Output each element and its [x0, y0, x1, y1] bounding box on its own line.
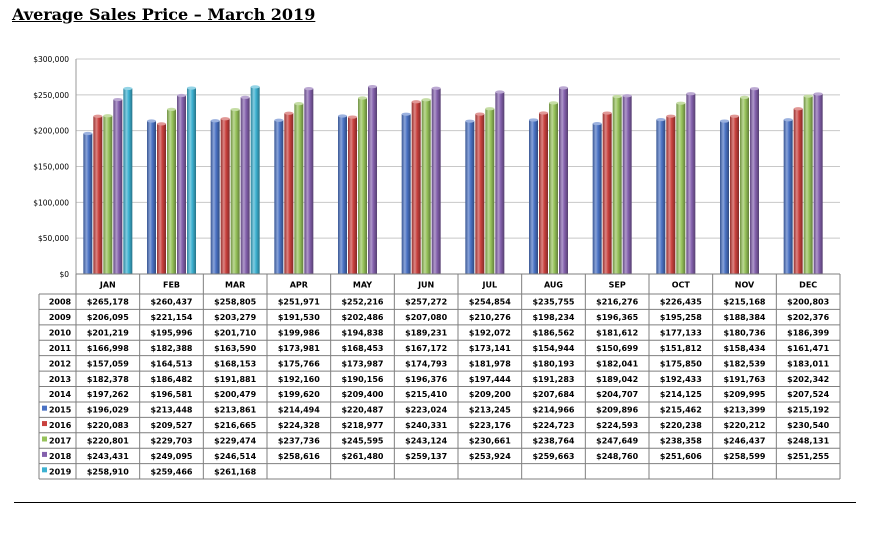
bar-2017-oct — [676, 103, 685, 274]
bar-2018-jan — [113, 100, 122, 274]
table-cell: $199,620 — [277, 390, 320, 400]
bar-2016-sep — [603, 113, 612, 274]
table-cell: $223,024 — [405, 405, 448, 415]
x-tick-label: FEB — [162, 280, 181, 290]
x-tick-label: APR — [289, 280, 308, 290]
bar-cap-2015-oct — [656, 118, 665, 121]
bar-cap-2015-feb — [147, 119, 156, 122]
table-cell: $258,599 — [723, 451, 766, 461]
table-cell: $168,453 — [341, 343, 384, 353]
table-cell: $215,192 — [787, 405, 830, 415]
bar-2018-sep — [623, 96, 632, 274]
row-year-label: 2009 — [48, 313, 72, 323]
table-cell: $221,154 — [150, 313, 193, 323]
table-cell: $215,168 — [723, 297, 766, 307]
table-cell: $213,861 — [214, 405, 257, 415]
table-cell: $186,482 — [150, 374, 193, 384]
x-tick-label: JAN — [99, 280, 116, 290]
bar-2015-jul — [465, 121, 474, 274]
y-tick-label: $100,000 — [33, 198, 69, 208]
table-cell: $230,540 — [787, 421, 830, 431]
bar-2018-jun — [432, 88, 441, 274]
x-tick-label: AUG — [543, 280, 564, 290]
table-cell: $175,850 — [659, 359, 702, 369]
row-year-label: 2015 — [49, 405, 72, 415]
bar-2017-jun — [422, 100, 431, 274]
bar-cap-2016-aug — [539, 111, 548, 114]
bar-2017-mar — [231, 110, 240, 274]
table-cell: $223,176 — [468, 421, 511, 431]
bar-2016-may — [348, 117, 357, 274]
y-tick-label: $0 — [59, 270, 69, 279]
bar-cap-2017-sep — [613, 95, 622, 98]
table-cell: $196,029 — [86, 405, 129, 415]
bar-cap-2018-jul — [495, 90, 504, 93]
bar-2015-sep — [593, 124, 602, 274]
table-cell: $220,212 — [723, 421, 766, 431]
bar-cap-2016-mar — [221, 117, 230, 120]
table-cell: $192,433 — [659, 374, 702, 384]
x-tick-label: MAR — [225, 280, 246, 290]
table-cell: $189,231 — [405, 328, 448, 338]
bar-2018-oct — [686, 94, 695, 274]
bar-2017-dec — [804, 96, 813, 274]
bar-cap-2015-mar — [211, 119, 220, 122]
table-cell: $207,524 — [787, 390, 830, 400]
table-cell: $248,131 — [787, 436, 830, 446]
table-cell: $203,279 — [214, 313, 257, 323]
table-cell: $182,388 — [150, 343, 193, 353]
bar-cap-2016-may — [348, 115, 357, 118]
bar-2018-mar — [241, 97, 250, 274]
row-year-label: 2017 — [49, 436, 72, 446]
table-cell: $224,593 — [596, 421, 639, 431]
table-cell: $200,803 — [787, 297, 830, 307]
bar-2017-nov — [740, 97, 749, 274]
bar-cap-2016-jun — [412, 100, 421, 103]
bar-cap-2016-oct — [666, 115, 675, 118]
x-tick-label: NOV — [734, 280, 755, 290]
bar-2016-aug — [539, 113, 548, 274]
table-cell: $154,944 — [532, 343, 575, 353]
row-year-label: 2016 — [49, 421, 72, 431]
bar-cap-2016-jan — [93, 115, 102, 118]
bar-cap-2017-jul — [485, 107, 494, 110]
table-cell: $243,431 — [86, 451, 129, 461]
table-cell: $259,137 — [405, 451, 448, 461]
bar-cap-2017-oct — [676, 102, 685, 105]
chart-title: Average Sales Price – March 2019 — [12, 5, 316, 24]
bar-cap-2018-feb — [177, 94, 186, 97]
bar-cap-2015-aug — [529, 118, 538, 121]
table-cell: $198,234 — [532, 313, 575, 323]
table-cell: $167,172 — [405, 343, 448, 353]
bar-cap-2017-jan — [103, 114, 112, 117]
table-cell: $210,276 — [468, 313, 511, 323]
table-cell: $168,153 — [214, 359, 257, 369]
x-tick-label: MAY — [352, 280, 373, 290]
table-cell: $192,160 — [277, 374, 320, 384]
bar-2017-jul — [485, 109, 494, 274]
table-cell: $209,896 — [596, 405, 639, 415]
bottom-rule — [14, 502, 856, 503]
table-cell: $246,514 — [214, 451, 257, 461]
bar-2017-feb — [167, 109, 176, 274]
bar-2018-dec — [814, 94, 823, 274]
bar-2018-feb — [177, 95, 186, 274]
table-cell: $214,125 — [659, 390, 702, 400]
table-cell: $258,910 — [86, 467, 129, 477]
bar-cap-2017-aug — [549, 101, 558, 104]
bar-2019-jan — [123, 88, 132, 274]
table-cell: $249,095 — [150, 451, 193, 461]
table-cell: $207,684 — [532, 390, 575, 400]
bar-2016-jan — [93, 116, 102, 274]
bar-cap-2016-apr — [284, 112, 293, 115]
table-cell: $182,378 — [86, 374, 129, 384]
table-cell: $216,665 — [214, 421, 257, 431]
table-cell: $220,238 — [659, 421, 702, 431]
table-cell: $174,793 — [405, 359, 448, 369]
bar-2019-feb — [187, 88, 196, 274]
table-cell: $201,710 — [214, 328, 257, 338]
table-cell: $164,513 — [150, 359, 193, 369]
x-tick-label: JUN — [418, 280, 435, 290]
y-tick-label: $300,000 — [33, 55, 69, 64]
row-year-label: 2019 — [49, 467, 72, 477]
table-cell: $243,124 — [405, 436, 448, 446]
table-cell: $161,471 — [787, 343, 830, 353]
x-tick-label: DEC — [799, 280, 818, 290]
bar-2015-mar — [211, 121, 220, 274]
table-cell: $182,539 — [723, 359, 766, 369]
table-cell: $215,410 — [405, 390, 448, 400]
table-cell: $229,474 — [214, 436, 257, 446]
table-cell: $157,059 — [86, 359, 129, 369]
table-cell: $215,462 — [659, 405, 702, 415]
table-cell: $251,255 — [787, 451, 830, 461]
table-cell: $261,480 — [341, 451, 384, 461]
bar-cap-2016-sep — [603, 111, 612, 114]
table-cell: $173,987 — [341, 359, 384, 369]
table-cell: $200,479 — [214, 390, 257, 400]
table-cell: $257,272 — [405, 297, 448, 307]
bar-cap-2018-mar — [241, 96, 250, 99]
bar-2016-jul — [475, 114, 484, 274]
table-cell: $196,376 — [405, 374, 448, 384]
table-cell: $213,448 — [150, 405, 193, 415]
bar-2015-jan — [83, 134, 92, 274]
table-cell: $246,437 — [723, 436, 766, 446]
table-cell: $265,178 — [86, 297, 129, 307]
bar-2016-jun — [412, 102, 421, 274]
bar-2017-apr — [294, 104, 303, 274]
bar-cap-2016-nov — [730, 115, 739, 118]
bar-cap-2018-may — [368, 85, 377, 88]
table-cell: $251,606 — [659, 451, 702, 461]
bar-2016-dec — [794, 109, 803, 274]
table-cell: $224,328 — [277, 421, 320, 431]
bar-cap-2015-may — [338, 114, 347, 117]
bar-2015-nov — [720, 121, 729, 274]
table-cell: $158,434 — [723, 343, 766, 353]
row-year-label: 2014 — [48, 390, 72, 400]
y-tick-label: $250,000 — [33, 90, 69, 100]
row-year-label: 2011 — [48, 343, 72, 353]
bar-cap-2016-jul — [475, 112, 484, 115]
bar-2015-aug — [529, 120, 538, 274]
table-cell: $218,977 — [341, 421, 384, 431]
table-cell: $226,435 — [659, 297, 702, 307]
table-cell: $151,812 — [659, 343, 702, 353]
table-cell: $209,200 — [468, 390, 511, 400]
bar-cap-2019-jan — [123, 87, 132, 90]
bar-2017-jan — [103, 116, 112, 274]
table-cell: $220,083 — [86, 421, 129, 431]
row-year-label: 2012 — [48, 359, 72, 369]
table-cell: $199,986 — [277, 328, 320, 338]
y-tick-label: $150,000 — [33, 162, 69, 172]
bar-cap-2015-jun — [402, 113, 411, 116]
table-cell: $259,466 — [150, 467, 193, 477]
bar-cap-2019-feb — [187, 86, 196, 89]
table-cell: $192,072 — [468, 328, 511, 338]
bar-cap-2017-mar — [231, 108, 240, 111]
table-cell: $197,262 — [86, 390, 129, 400]
table-cell: $191,283 — [532, 374, 575, 384]
bar-cap-2017-nov — [740, 96, 749, 99]
table-cell: $183,011 — [787, 359, 830, 369]
bar-2015-feb — [147, 121, 156, 274]
table-cell: $177,133 — [659, 328, 702, 338]
table-cell: $206,095 — [86, 313, 129, 323]
bar-cap-2018-jun — [432, 87, 441, 90]
bar-2015-dec — [784, 120, 793, 274]
bar-2016-feb — [157, 124, 166, 274]
legend-key-2016 — [42, 421, 47, 426]
table-cell: $189,042 — [596, 374, 639, 384]
bar-2017-may — [358, 98, 367, 274]
y-tick-label: $50,000 — [37, 234, 69, 244]
table-cell: $181,612 — [596, 328, 639, 338]
bar-2015-oct — [656, 120, 665, 274]
table-cell: $245,595 — [341, 436, 384, 446]
bar-2019-mar — [251, 87, 260, 274]
bar-cap-2017-may — [358, 96, 367, 99]
bar-cap-2018-aug — [559, 86, 568, 89]
table-cell: $175,766 — [277, 359, 320, 369]
table-cell: $229,703 — [150, 436, 193, 446]
bar-cap-2016-dec — [794, 107, 803, 110]
table-cell: $202,376 — [787, 313, 830, 323]
table-cell: $186,399 — [787, 328, 830, 338]
table-cell: $251,971 — [277, 297, 320, 307]
bar-2018-apr — [304, 89, 313, 274]
table-cell: $173,981 — [277, 343, 320, 353]
bar-cap-2015-jul — [465, 120, 474, 123]
legend-key-2019 — [42, 467, 47, 472]
table-cell: $197,444 — [468, 374, 511, 384]
bar-cap-2015-dec — [784, 118, 793, 121]
legend-key-2017 — [42, 436, 47, 441]
row-year-label: 2010 — [48, 328, 72, 338]
x-tick-label: OCT — [671, 280, 690, 290]
table-cell: $173,141 — [468, 343, 511, 353]
table-cell: $235,755 — [532, 297, 575, 307]
table-cell: $195,258 — [659, 313, 702, 323]
row-year-label: 2013 — [48, 374, 72, 384]
bar-2016-oct — [666, 116, 675, 274]
table-cell: $201,219 — [86, 328, 129, 338]
table-cell: $150,699 — [596, 343, 639, 353]
bar-cap-2018-dec — [814, 92, 823, 95]
bar-cap-2015-nov — [720, 119, 729, 122]
bar-cap-2015-jan — [83, 132, 92, 135]
table-cell: $207,080 — [405, 313, 448, 323]
table-cell: $180,193 — [532, 359, 575, 369]
bar-cap-2018-apr — [304, 87, 313, 90]
table-cell: $238,358 — [659, 436, 702, 446]
table-cell: $253,924 — [468, 451, 511, 461]
table-cell: $202,486 — [341, 313, 384, 323]
table-cell: $237,736 — [277, 436, 320, 446]
legend-key-2015 — [42, 406, 47, 411]
bar-2018-nov — [750, 89, 759, 274]
table-cell: $181,978 — [468, 359, 511, 369]
table-cell: $196,365 — [596, 313, 639, 323]
table-cell: $247,649 — [596, 436, 639, 446]
table-cell: $163,590 — [214, 343, 257, 353]
table-cell: $259,663 — [532, 451, 575, 461]
bar-2017-sep — [613, 97, 622, 274]
table-cell: $191,881 — [214, 374, 257, 384]
row-year-label: 2008 — [48, 297, 72, 307]
table-cell: $213,245 — [468, 405, 511, 415]
bar-2015-jun — [402, 114, 411, 274]
table-cell: $191,530 — [277, 313, 320, 323]
table-cell: $214,966 — [532, 405, 575, 415]
table-cell: $252,216 — [341, 297, 384, 307]
table-cell: $180,736 — [723, 328, 766, 338]
x-tick-label: JUL — [482, 280, 498, 290]
table-cell: $182,041 — [596, 359, 639, 369]
legend-key-2018 — [42, 452, 47, 457]
bar-2018-aug — [559, 88, 568, 274]
table-cell: $209,400 — [341, 390, 384, 400]
bar-cap-2017-jun — [422, 98, 431, 101]
table-cell: $194,838 — [341, 328, 384, 338]
table-cell: $258,805 — [214, 297, 257, 307]
bar-cap-2017-feb — [167, 108, 176, 111]
table-cell: $209,527 — [150, 421, 193, 431]
table-cell: $186,562 — [532, 328, 575, 338]
table-cell: $195,996 — [150, 328, 193, 338]
table-cell: $214,494 — [277, 405, 320, 415]
table-cell: $240,331 — [405, 421, 448, 431]
y-tick-label: $200,000 — [33, 126, 69, 136]
table-cell: $204,707 — [596, 390, 639, 400]
table-cell: $230,661 — [468, 436, 511, 446]
bar-cap-2019-mar — [251, 85, 260, 88]
table-cell: $261,168 — [214, 467, 257, 477]
bar-2016-apr — [284, 113, 293, 274]
bar-cap-2017-dec — [804, 95, 813, 98]
bar-cap-2018-sep — [623, 94, 632, 97]
table-cell: $224,723 — [532, 421, 575, 431]
table-cell: $166,998 — [86, 343, 129, 353]
table-cell: $188,384 — [723, 313, 766, 323]
bar-2016-nov — [730, 116, 739, 274]
table-cell: $209,995 — [723, 390, 766, 400]
bar-cap-2015-apr — [274, 119, 283, 122]
bar-cap-2016-feb — [157, 122, 166, 125]
bar-2018-jul — [495, 92, 504, 274]
table-cell: $196,581 — [150, 390, 193, 400]
table-cell: $220,801 — [86, 436, 129, 446]
bar-2017-aug — [549, 103, 558, 274]
table-cell: $216,276 — [596, 297, 639, 307]
table-cell: $220,487 — [341, 405, 384, 415]
table-cell: $248,760 — [596, 451, 639, 461]
x-tick-label: SEP — [608, 280, 626, 290]
bar-cap-2018-jan — [113, 98, 122, 101]
bar-cap-2018-oct — [686, 92, 695, 95]
table-cell: $191,763 — [723, 374, 766, 384]
table-cell: $202,342 — [787, 374, 830, 384]
table-cell: $260,437 — [150, 297, 193, 307]
row-year-label: 2018 — [49, 451, 72, 461]
bar-cap-2015-sep — [593, 122, 602, 125]
bar-2015-apr — [274, 120, 283, 274]
bar-2015-may — [338, 116, 347, 274]
table-cell: $213,399 — [723, 405, 766, 415]
table-cell: $190,156 — [341, 374, 384, 384]
bar-2016-mar — [221, 119, 230, 274]
bar-cap-2018-nov — [750, 87, 759, 90]
table-cell: $238,764 — [532, 436, 575, 446]
bar-2018-may — [368, 87, 377, 274]
table-cell: $254,854 — [468, 297, 511, 307]
table-cell: $258,616 — [277, 451, 320, 461]
bar-cap-2017-apr — [294, 102, 303, 105]
